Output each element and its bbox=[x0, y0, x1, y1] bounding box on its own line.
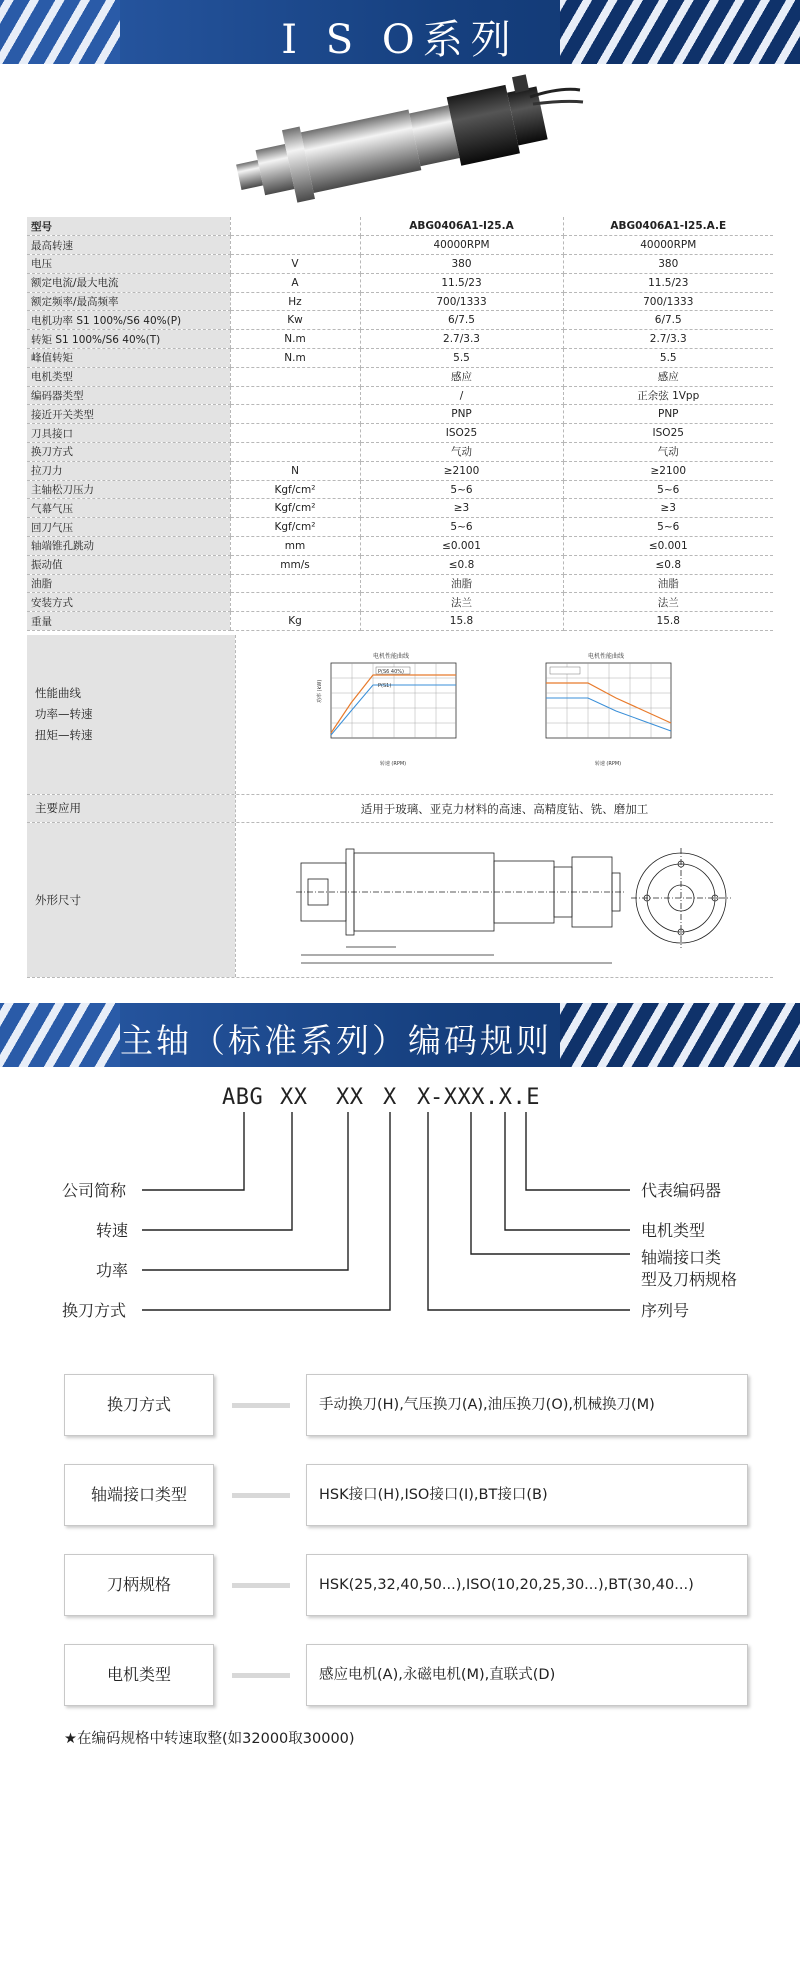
spec-unit: Kgf/cm² bbox=[230, 518, 360, 537]
rule-value: HSK接口(H),ISO接口(I),BT接口(B) bbox=[306, 1464, 748, 1526]
code-part: X bbox=[417, 1085, 431, 1110]
spec-value-ae: 700/1333 bbox=[563, 292, 773, 311]
rule-value: HSK(25,32,40,50...),ISO(10,20,25,30...),BT(30,40...) bbox=[306, 1554, 748, 1616]
chart1-ylabel: 功率 (kW) bbox=[317, 679, 323, 703]
spec-value-a: 5~6 bbox=[360, 518, 563, 537]
spec-row bbox=[27, 311, 773, 330]
rule-key: 轴端接口类型 bbox=[64, 1464, 214, 1526]
spec-param: 拉刀力 bbox=[27, 461, 230, 480]
spec-param: 重量 bbox=[27, 612, 230, 631]
code-part: XX bbox=[336, 1085, 364, 1110]
spec-value-a: ≤0.001 bbox=[360, 537, 563, 556]
spec-value-a: 气动 bbox=[360, 443, 563, 462]
spec-param: 编码器类型 bbox=[27, 386, 230, 405]
performance-label bbox=[27, 635, 235, 794]
spec-value-a: 2.7/3.3 bbox=[360, 330, 563, 349]
spec-row bbox=[27, 292, 773, 311]
dimension-drawing bbox=[236, 823, 772, 976]
spec-value-a: 油脂 bbox=[360, 574, 563, 593]
spec-row bbox=[27, 424, 773, 443]
spec-row bbox=[27, 349, 773, 368]
spec-unit bbox=[230, 405, 360, 424]
rule-key: 电机类型 bbox=[64, 1644, 214, 1706]
spec-unit: N.m bbox=[230, 330, 360, 349]
spec-value-a: 11.5/23 bbox=[360, 273, 563, 292]
spec-value-a: / bbox=[360, 386, 563, 405]
spec-param: 接近开关类型 bbox=[27, 405, 230, 424]
rule-row bbox=[64, 1554, 748, 1616]
chart1-legend-1: P(S6 40%) bbox=[378, 669, 404, 675]
chart1-title: 电机性能曲线 bbox=[372, 653, 410, 660]
spec-row bbox=[27, 537, 773, 556]
spec-value-ae: ISO25 bbox=[563, 424, 773, 443]
spec-unit: N bbox=[230, 461, 360, 480]
spec-value-a: 380 bbox=[360, 255, 563, 274]
coding-rule-banner bbox=[0, 1003, 800, 1067]
rule-row bbox=[64, 1644, 748, 1706]
spec-unit bbox=[230, 367, 360, 386]
spec-unit: Kgf/cm² bbox=[230, 499, 360, 518]
spec-value-ae: 5.5 bbox=[563, 349, 773, 368]
rule-value: 手动换刀(H),气压换刀(A),油压换刀(O),机械换刀(M) bbox=[306, 1374, 748, 1436]
code-right-label: 电机类型 bbox=[641, 1221, 706, 1240]
spec-value-a: ≤0.8 bbox=[360, 555, 563, 574]
spec-row bbox=[27, 612, 773, 631]
spec-value-ae: ≤0.8 bbox=[563, 555, 773, 574]
chart1-legend-2: P(S1) bbox=[378, 683, 392, 689]
spec-unit: N.m bbox=[230, 349, 360, 368]
spec-value-a: 6/7.5 bbox=[360, 311, 563, 330]
spec-value-ae: ≤0.001 bbox=[563, 537, 773, 556]
spec-value-a: 700/1333 bbox=[360, 292, 563, 311]
spec-unit bbox=[230, 236, 360, 255]
spec-row bbox=[27, 236, 773, 255]
spec-value-ae: 气动 bbox=[563, 443, 773, 462]
spec-param: 安装方式 bbox=[27, 593, 230, 612]
perf-label-line: 功率—转速 bbox=[35, 707, 93, 721]
spec-row bbox=[27, 461, 773, 480]
spec-unit bbox=[230, 574, 360, 593]
application-label: 主要应用 bbox=[27, 795, 235, 822]
rule-key: 换刀方式 bbox=[64, 1374, 214, 1436]
perf-label-line: 扭矩—转速 bbox=[35, 728, 93, 742]
series-banner bbox=[0, 0, 800, 64]
spec-unit bbox=[230, 443, 360, 462]
spec-value-a: PNP bbox=[360, 405, 563, 424]
spec-value-a: 感应 bbox=[360, 367, 563, 386]
code-part: XX bbox=[280, 1085, 308, 1110]
chart1-xlabel: 转速 (RPM) bbox=[379, 761, 407, 767]
spec-unit: mm/s bbox=[230, 555, 360, 574]
spec-param: 转矩 S1 100%/S6 40%(T) bbox=[27, 330, 230, 349]
code-part: ABG bbox=[222, 1085, 264, 1110]
application-row bbox=[27, 795, 773, 823]
rule-key: 刀柄规格 bbox=[64, 1554, 214, 1616]
spec-unit bbox=[230, 386, 360, 405]
spec-row bbox=[27, 273, 773, 292]
code-left-label: 功率 bbox=[96, 1261, 129, 1280]
code-part: X bbox=[383, 1085, 397, 1110]
spec-row bbox=[27, 518, 773, 537]
spec-param: 气幕气压 bbox=[27, 499, 230, 518]
spec-value-ae: 40000RPM bbox=[563, 236, 773, 255]
spindle-photo bbox=[215, 72, 585, 207]
spec-param: 额定电流/最大电流 bbox=[27, 273, 230, 292]
spec-param: 换刀方式 bbox=[27, 443, 230, 462]
spec-value-a: 5~6 bbox=[360, 480, 563, 499]
perf-label-line: 性能曲线 bbox=[35, 686, 81, 700]
spec-unit bbox=[230, 424, 360, 443]
spec-value-ae: 6/7.5 bbox=[563, 311, 773, 330]
spec-value-ae: 法兰 bbox=[563, 593, 773, 612]
spec-param: 振动值 bbox=[27, 555, 230, 574]
spec-value-ae: ≥2100 bbox=[563, 461, 773, 480]
spec-param: 最高转速 bbox=[27, 236, 230, 255]
code-left-label: 转速 bbox=[96, 1221, 129, 1240]
spec-param: 型号 bbox=[27, 217, 230, 236]
coding-rule-title: 主轴（标准系列）编码规则 bbox=[120, 1021, 552, 1060]
code-right-label: 代表编码器 bbox=[641, 1181, 722, 1200]
spec-unit: Hz bbox=[230, 292, 360, 311]
spec-row bbox=[27, 499, 773, 518]
spec-unit: V bbox=[230, 255, 360, 274]
spec-value-a: ≥3 bbox=[360, 499, 563, 518]
spec-value-ae: PNP bbox=[563, 405, 773, 424]
spec-unit: mm bbox=[230, 537, 360, 556]
spec-row bbox=[27, 386, 773, 405]
performance-curve-row bbox=[27, 635, 773, 795]
spec-unit: Kw bbox=[230, 311, 360, 330]
spec-value-a: 法兰 bbox=[360, 593, 563, 612]
spec-param: 轴端锥孔跳动 bbox=[27, 537, 230, 556]
spec-unit bbox=[230, 593, 360, 612]
spec-value-a: 5.5 bbox=[360, 349, 563, 368]
spec-param: 回刀气压 bbox=[27, 518, 230, 537]
spec-value-a: 40000RPM bbox=[360, 236, 563, 255]
spec-unit bbox=[230, 217, 360, 236]
spec-value-ae: 15.8 bbox=[563, 612, 773, 631]
spec-unit: A bbox=[230, 273, 360, 292]
code-part: -XXX.X.E bbox=[430, 1085, 540, 1110]
spec-param: 刀具接口 bbox=[27, 424, 230, 443]
spec-row bbox=[27, 480, 773, 499]
spec-value-a: ABG0406A1-I25.A bbox=[360, 217, 563, 236]
spec-value-ae: 感应 bbox=[563, 367, 773, 386]
spec-row bbox=[27, 255, 773, 274]
spec-value-ae: 5~6 bbox=[563, 480, 773, 499]
spec-param: 油脂 bbox=[27, 574, 230, 593]
spec-row bbox=[27, 443, 773, 462]
spec-value-a: ≥2100 bbox=[360, 461, 563, 480]
spec-value-ae: 380 bbox=[563, 255, 773, 274]
spec-value-ae: ABG0406A1-I25.A.E bbox=[563, 217, 773, 236]
spec-value-ae: 正余弦 1Vpp bbox=[563, 386, 773, 405]
rule-row bbox=[64, 1464, 748, 1526]
spec-value-ae: 2.7/3.3 bbox=[563, 330, 773, 349]
spec-row bbox=[27, 555, 773, 574]
chart2-title: 电机性能曲线 bbox=[587, 653, 625, 660]
rule-value: 感应电机(A),永磁电机(M),直联式(D) bbox=[306, 1644, 748, 1706]
performance-charts bbox=[236, 635, 772, 793]
dimension-label: 外形尺寸 bbox=[27, 823, 235, 977]
rule-row bbox=[64, 1374, 748, 1436]
chart2-xlabel: 转速 (RPM) bbox=[594, 761, 622, 767]
dimension-row bbox=[27, 823, 773, 978]
code-right-label: 型及刀柄规格 bbox=[641, 1270, 738, 1289]
spec-unit: Kgf/cm² bbox=[230, 480, 360, 499]
spec-unit: Kg bbox=[230, 612, 360, 631]
application-value: 适用于玻璃、亚克力材料的高速、高精度钻、铣、磨加工 bbox=[235, 795, 773, 822]
series-title: I S O系列 bbox=[281, 17, 519, 63]
spec-table bbox=[27, 217, 773, 631]
code-left-label: 公司简称 bbox=[62, 1181, 127, 1200]
code-right-label: 轴端接口类 bbox=[641, 1248, 722, 1267]
spec-param: 额定频率/最高频率 bbox=[27, 292, 230, 311]
spec-param: 电机类型 bbox=[27, 367, 230, 386]
spec-value-ae: 油脂 bbox=[563, 574, 773, 593]
spec-value-a: 15.8 bbox=[360, 612, 563, 631]
spec-header-row bbox=[27, 217, 773, 236]
spec-value-ae: 5~6 bbox=[563, 518, 773, 537]
footnote: ★在编码规格中转速取整(如32000取30000) bbox=[64, 1731, 355, 1747]
spec-value-a: ISO25 bbox=[360, 424, 563, 443]
spec-param: 电机功率 S1 100%/S6 40%(P) bbox=[27, 311, 230, 330]
spec-value-ae: 11.5/23 bbox=[563, 273, 773, 292]
spec-row bbox=[27, 574, 773, 593]
spec-param: 电压 bbox=[27, 255, 230, 274]
spec-row bbox=[27, 593, 773, 612]
spec-row bbox=[27, 405, 773, 424]
code-left-label: 换刀方式 bbox=[62, 1301, 127, 1320]
spec-param: 峰值转矩 bbox=[27, 349, 230, 368]
spec-row bbox=[27, 330, 773, 349]
code-right-label: 序列号 bbox=[641, 1301, 690, 1320]
spec-param: 主轴松刀压力 bbox=[27, 480, 230, 499]
spec-row bbox=[27, 367, 773, 386]
spec-value-ae: ≥3 bbox=[563, 499, 773, 518]
